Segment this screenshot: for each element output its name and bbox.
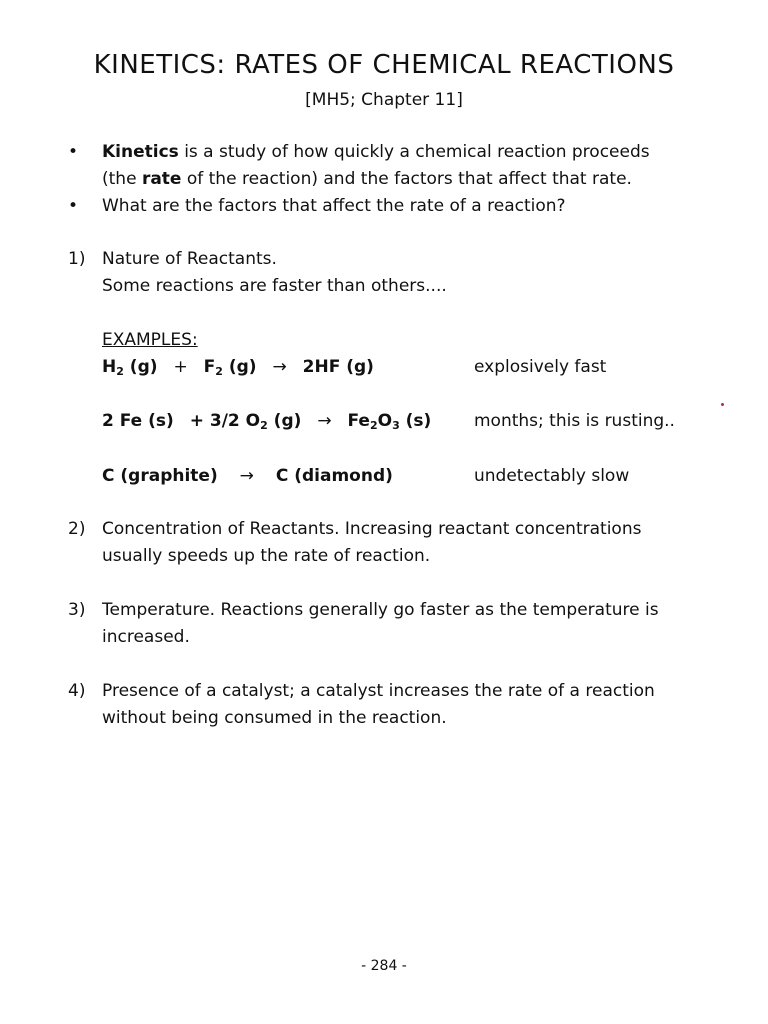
f-state: (g): [222, 357, 257, 377]
diamond-product: C (diamond): [275, 466, 393, 486]
definition-text-prefix: (the: [102, 169, 142, 189]
plus-sign: +: [173, 357, 188, 377]
factor-2-line-1: Concentration of Reactants. Increasing reactant concentrations: [102, 519, 642, 539]
factor-4-line-2: without being consumed in the reaction.: [102, 708, 447, 728]
o-symbol: O: [377, 411, 393, 431]
fe-subscript: 2: [369, 419, 378, 432]
chapter-reference: [MH5; Chapter 11]: [305, 90, 463, 110]
factor-2-line-2: usually speeds up the rate of reaction.: [102, 546, 431, 566]
reaction-h2-f2: [102, 357, 374, 377]
page-number: - 284 -: [361, 958, 407, 974]
factor-2-number: 2): [68, 519, 86, 539]
factor-3-line-2: increased.: [102, 627, 190, 647]
reaction-arrow-icon: →: [272, 357, 287, 377]
h-subscript: 2: [116, 365, 124, 378]
fe-reactant: 2 Fe (s): [102, 411, 174, 431]
factor-3-line-1: Temperature. Reactions generally go faster as the temperature is: [102, 600, 659, 620]
reaction-speed-note: explosively fast: [474, 357, 607, 377]
stray-mark: [721, 403, 724, 406]
factor-1-description: Some reactions are faster than others....: [102, 276, 447, 296]
f-symbol: F: [203, 357, 216, 377]
o2-reactant: + 3/2 O: [189, 411, 261, 431]
factor-1-number: 1): [68, 249, 86, 269]
fe-symbol: Fe: [347, 411, 370, 431]
h-state: (g): [123, 357, 158, 377]
bullet-marker: •: [68, 196, 79, 216]
reaction-rusting: [102, 411, 431, 431]
factor-4-number: 4): [68, 681, 86, 701]
reaction-speed-note: months; this is rusting..: [474, 411, 675, 431]
o3-subscript: 3: [392, 419, 400, 432]
kinetics-term: Kinetics: [102, 142, 179, 162]
definition-text-suffix: of the reaction) and the factors that affect that rate.: [181, 169, 632, 189]
factor-1-heading: Nature of Reactants.: [102, 249, 277, 269]
examples-heading: EXAMPLES:: [102, 330, 198, 350]
kinetics-definition-line-2: [102, 169, 632, 189]
factor-3-number: 3): [68, 600, 86, 620]
reaction-speed-note: undetectably slow: [474, 466, 630, 486]
h-symbol: H: [102, 357, 117, 377]
page-title: KINETICS: RATES OF CHEMICAL REACTIONS: [93, 50, 675, 80]
bullet-marker: •: [68, 142, 79, 162]
hf-product: 2HF (g): [302, 357, 374, 377]
reaction-graphite-diamond: [102, 466, 393, 486]
graphite-reactant: C (graphite): [102, 466, 218, 486]
o-subscript: 2: [260, 419, 268, 432]
kinetics-definition-line-1: [102, 142, 650, 162]
reaction-arrow-icon: →: [317, 411, 332, 431]
f-subscript: 2: [215, 365, 223, 378]
fe2o3-state: (s): [399, 411, 432, 431]
kinetics-definition-text: is a study of how quickly a chemical reaction proceeds: [178, 142, 650, 162]
factor-4-line-1: Presence of a catalyst; a catalyst increases the rate of a reaction: [102, 681, 655, 701]
rate-term: rate: [141, 169, 182, 189]
reaction-arrow-icon: →: [239, 466, 254, 486]
factors-question: What are the factors that affect the rate of a reaction?: [102, 196, 566, 216]
o2-state: (g): [267, 411, 302, 431]
